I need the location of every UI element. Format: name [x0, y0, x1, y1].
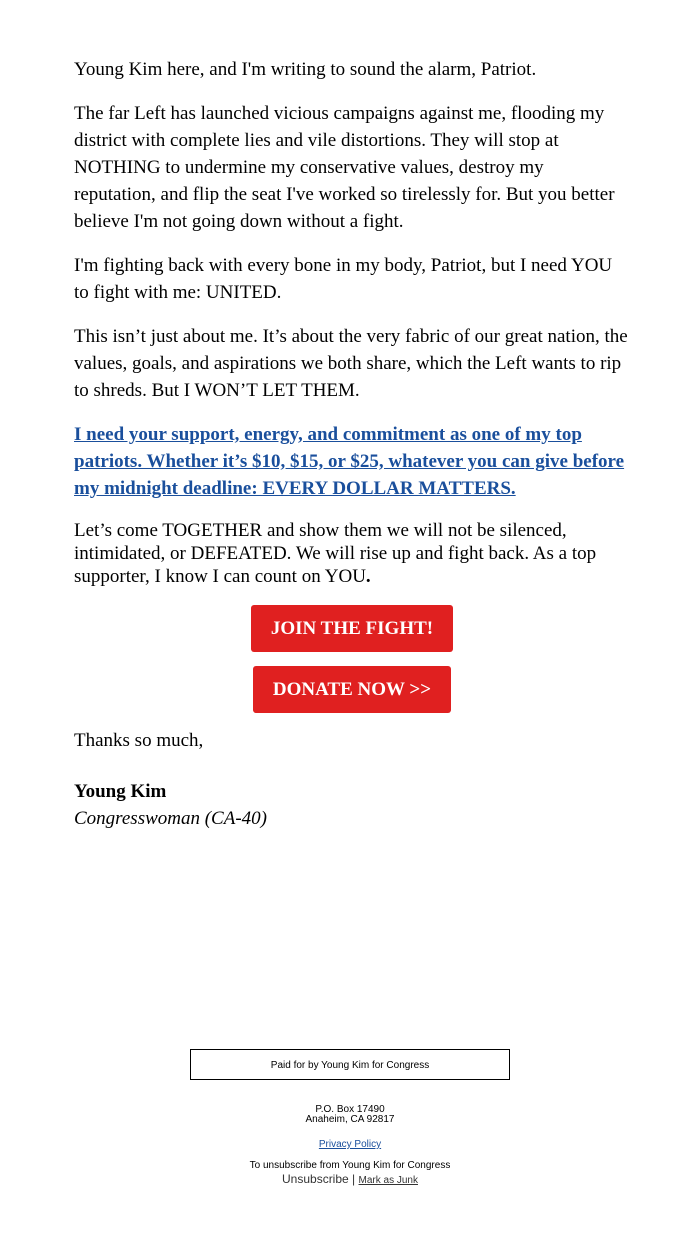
donate-button-wrap — [74, 666, 630, 713]
privacy-policy-link[interactable]: Privacy Policy — [318, 1139, 382, 1150]
unsubscribe-link[interactable]: Unsubscribe — [282, 1172, 349, 1186]
cta-paragraph — [74, 421, 630, 502]
closing-text: Let’s come TOGETHER and show them we will not be silenced, intimidated, or DEFEATED. We will rise up and fight back. As a top supporter, I know I can count on YOU — [74, 520, 597, 587]
donate-now-button[interactable]: DONATE NOW >> — [253, 666, 451, 713]
email-body — [74, 56, 630, 832]
email-footer — [0, 1049, 700, 1186]
closing-period: . — [365, 566, 371, 587]
paid-for-box: Paid for by Young Kim for Congress — [190, 1049, 510, 1080]
join-button-wrap — [74, 605, 630, 652]
paragraph-campaigns: The far Left has launched vicious campaigns against me, flooding my district with complete lies and vile distortions. They will stop at NOTHING to undermine my conservative values, destroy my reputation, and flip the seat I've worked so tirelessly for. But you better believe I'm not going down without a fight. — [74, 103, 615, 232]
signature-title: Congresswoman (CA-40) — [74, 808, 267, 829]
paragraph-closing — [74, 519, 630, 588]
unsubscribe-row — [0, 1172, 700, 1186]
signature-name: Young Kim — [74, 781, 167, 802]
footer-separator: | — [352, 1172, 356, 1186]
paragraph-intro: Young Kim here, and I'm writing to sound the alarm, Patriot. — [74, 59, 537, 80]
paragraph-fabric: This isn’t just about me. It’s about the very fabric of our great nation, the values, goals, and aspirations we both share, which the Left wants to rip to shreds. But I WON’T LET THEM. — [74, 326, 628, 401]
join-the-fight-button[interactable]: JOIN THE FIGHT! — [251, 605, 453, 652]
address-line-2: Anaheim, CA 92817 — [305, 1114, 395, 1125]
donation-cta-link[interactable]: I need your support, energy, and commitment as one of my top patriots. Whether it’s $10, $15, or $25, whatever you can give before my midnight deadline: EVERY DOLLAR MATTERS. — [74, 424, 625, 499]
address-line-1: P.O. Box 17490 — [315, 1104, 385, 1115]
signoff: Thanks so much, — [74, 730, 204, 751]
unsubscribe-text: To unsubscribe from Young Kim for Congress — [249, 1160, 451, 1171]
mailing-address — [0, 1105, 700, 1125]
paragraph-fighting-back: I'm fighting back with every bone in my body, Patriot, but I need YOU to fight with me: UNITED. — [74, 255, 613, 303]
mark-as-junk-link[interactable]: Mark as Junk — [358, 1175, 418, 1186]
